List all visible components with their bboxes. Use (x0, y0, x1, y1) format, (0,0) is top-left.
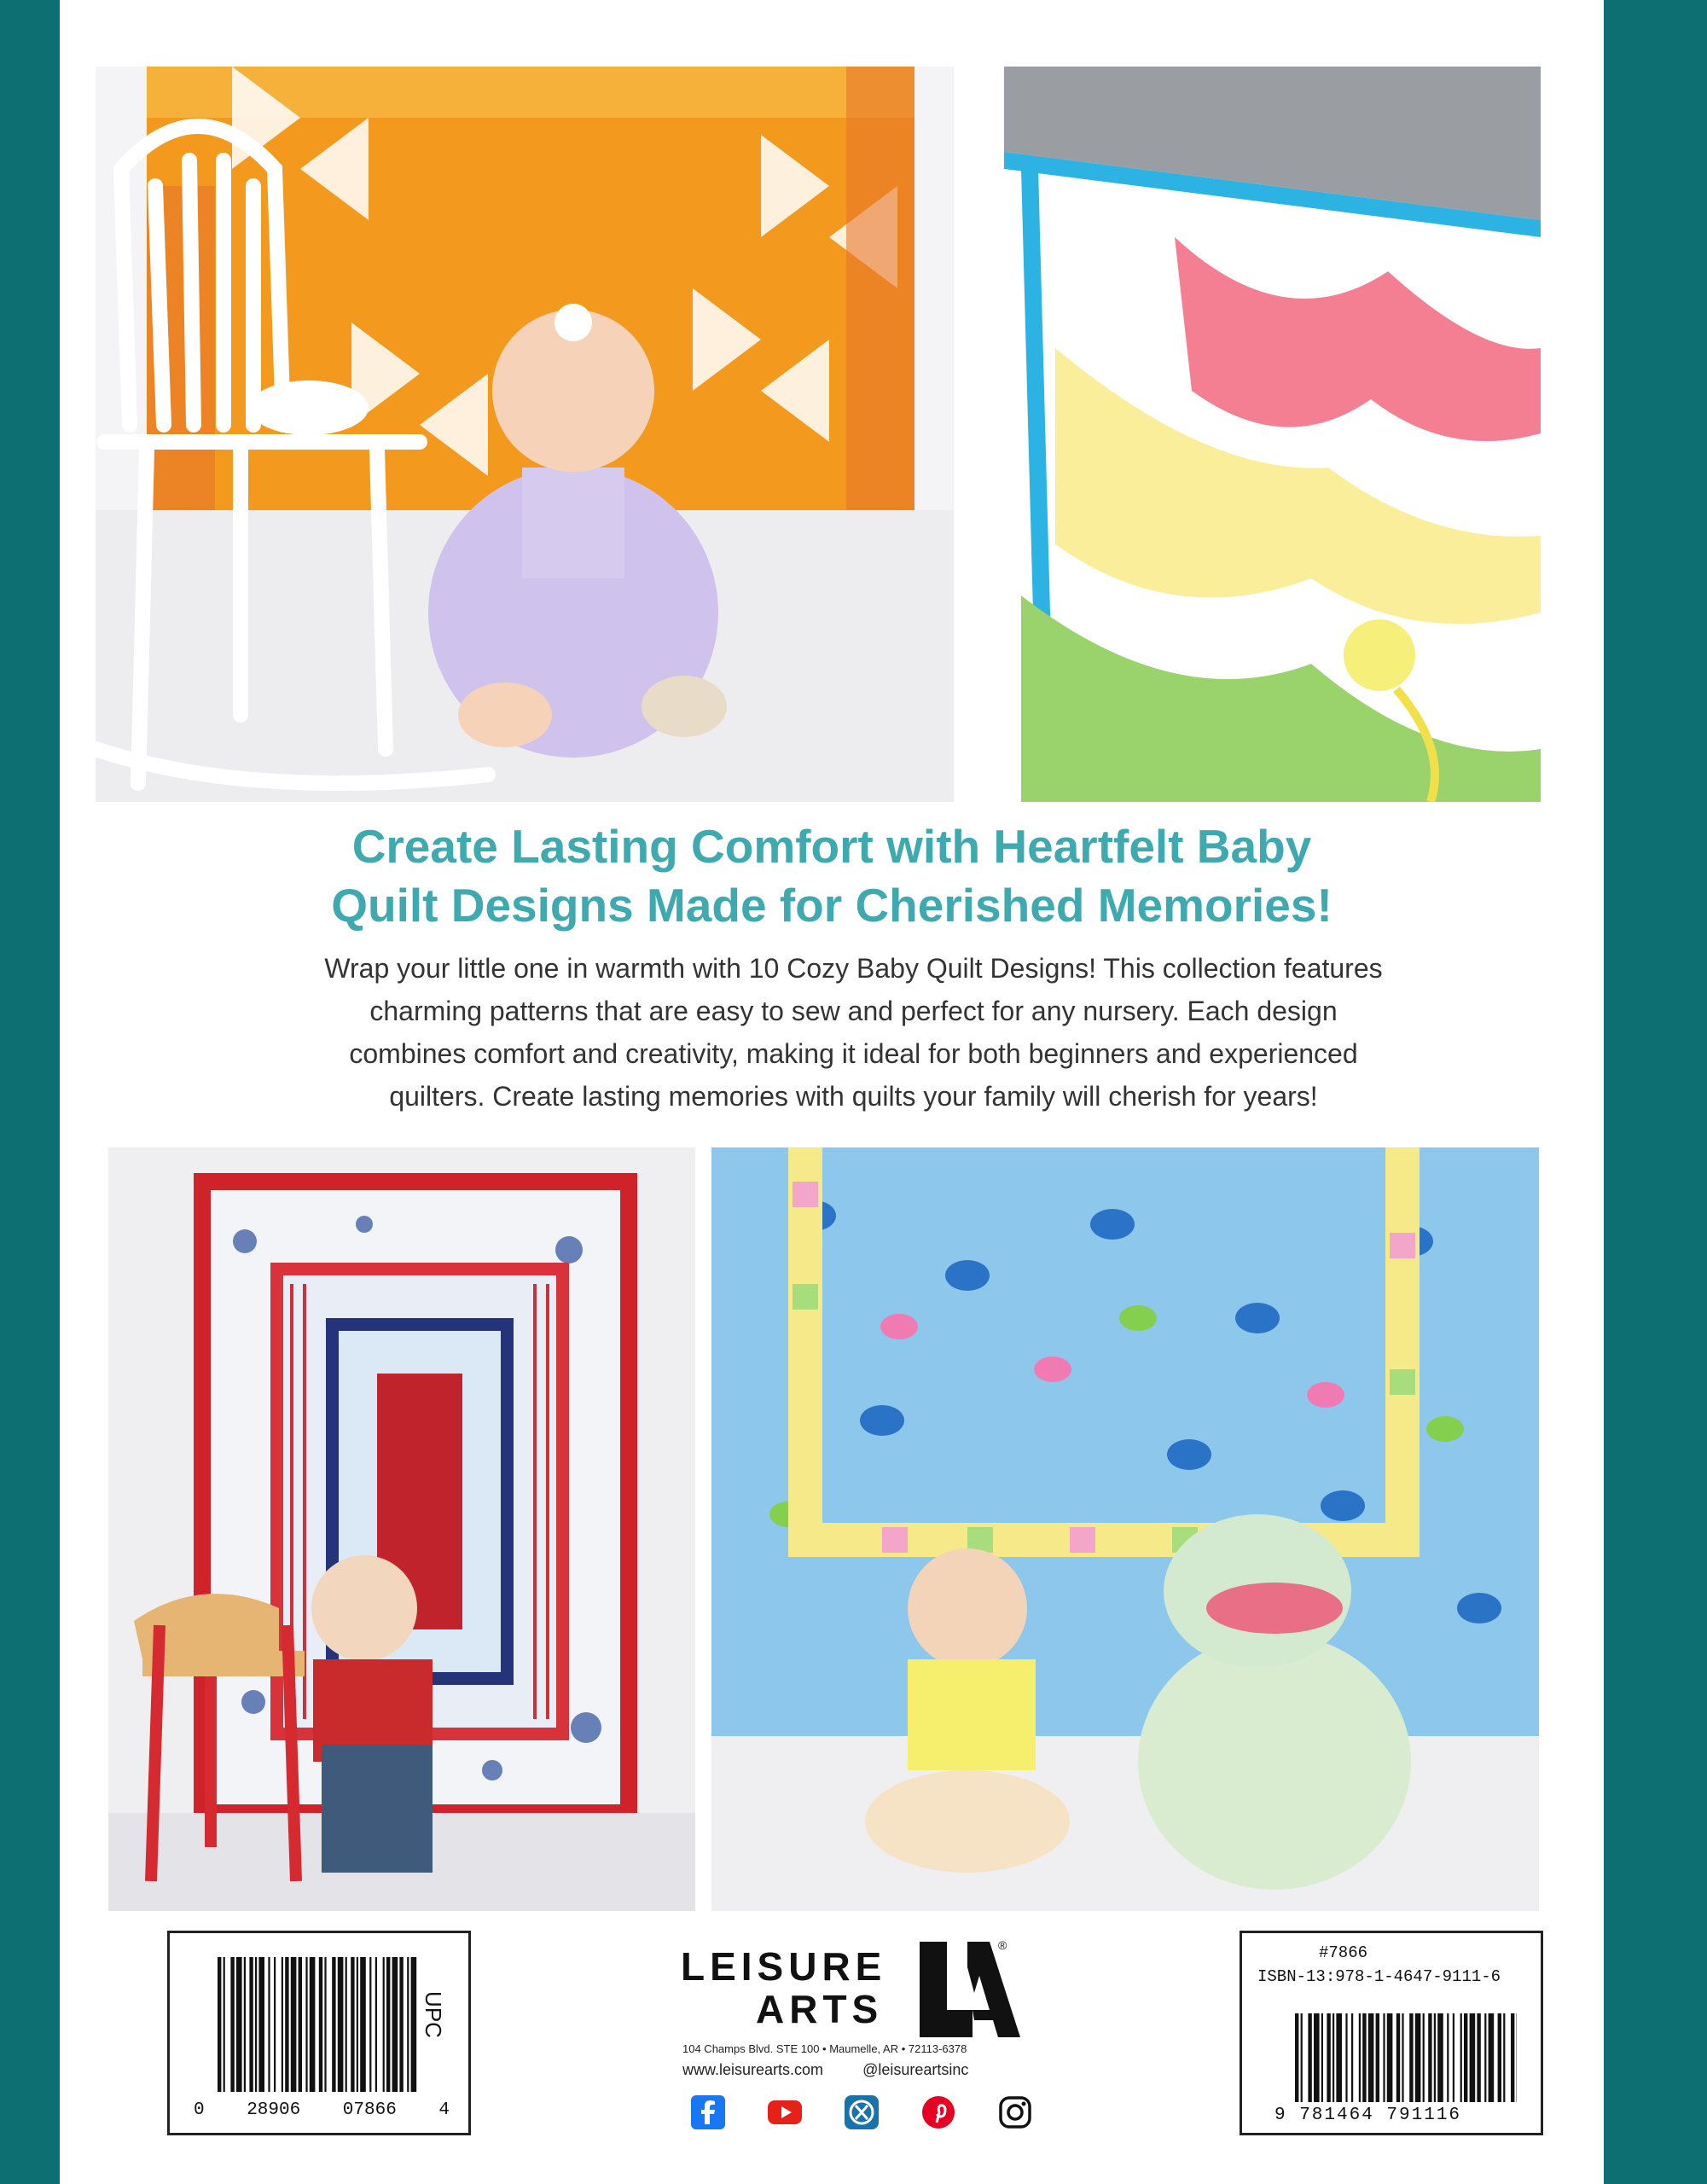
website-link[interactable]: www.leisurearts.com (682, 2061, 824, 2078)
headline-line-1: Create Lasting Comfort with Heartfelt Baby (351, 820, 1312, 873)
youtube-icon[interactable] (768, 2095, 802, 2129)
pinterest-icon[interactable] (921, 2095, 955, 2129)
social-icons (691, 2095, 1032, 2129)
upc-digit-0: 0 (194, 2100, 205, 2120)
description-line-2: charming patterns that are easy to sew and perfect for any nursery. Each design (369, 996, 1338, 1026)
registered-mark: ® (998, 1938, 1007, 1952)
leisure-arts-logo-icon (913, 1942, 1020, 2037)
headline (60, 817, 1604, 935)
upc-label: UPC (421, 1991, 447, 2038)
upc-digit-1: 28906 (247, 2100, 301, 2120)
publisher-name-line-2: ARTS (756, 1987, 884, 2031)
description-line-1: Wrap your little one in warmth with 10 Cozy Baby Quilt Designs! This collection features (324, 953, 1383, 984)
isbn-digits: 9 781464 791116 (1274, 2106, 1462, 2125)
isbn-number: ISBN-13:978-1-4647-9111-6 (1257, 1967, 1501, 1986)
upc-digits (194, 2100, 450, 2120)
photo-butterfly-quilt (711, 1147, 1539, 1911)
publisher-address: 104 Champs Blvd. STE 100 • Maumelle, AR • 72113-6378 (682, 2042, 967, 2055)
description (264, 947, 1443, 1118)
photo-pastel-scallop-quilt (1004, 67, 1541, 802)
photo-orange-pinwheel-quilt (96, 67, 954, 802)
upc-digit-2: 07866 (342, 2100, 397, 2120)
description-line-4: quilters. Create lasting memories with quilts your family will cherish for years! (389, 1081, 1318, 1112)
facebook-icon[interactable] (691, 2095, 725, 2129)
upc-barcode (167, 1931, 471, 2135)
instagram-icon[interactable] (998, 2095, 1032, 2129)
headline-line-2: Quilt Designs Made for Cherished Memories! (331, 879, 1333, 932)
photo-rocket-quilt (108, 1147, 695, 1911)
isbn-bars (1295, 2013, 1517, 2102)
x-icon[interactable] (845, 2095, 879, 2129)
product-code: #7866 (1319, 1943, 1368, 1962)
description-line-3: combines comfort and creativity, making it ideal for both beginners and experienced (349, 1038, 1358, 1069)
upc-digit-3: 4 (438, 2100, 450, 2120)
isbn-barcode (1240, 1931, 1543, 2135)
social-handle[interactable]: @leisureartsinc (862, 2061, 969, 2078)
publisher-name-line-1: LEISURE (681, 1944, 887, 1989)
publisher-block (674, 1938, 1041, 2143)
upc-bars (218, 1957, 419, 2092)
publisher-web (682, 2061, 1024, 2079)
